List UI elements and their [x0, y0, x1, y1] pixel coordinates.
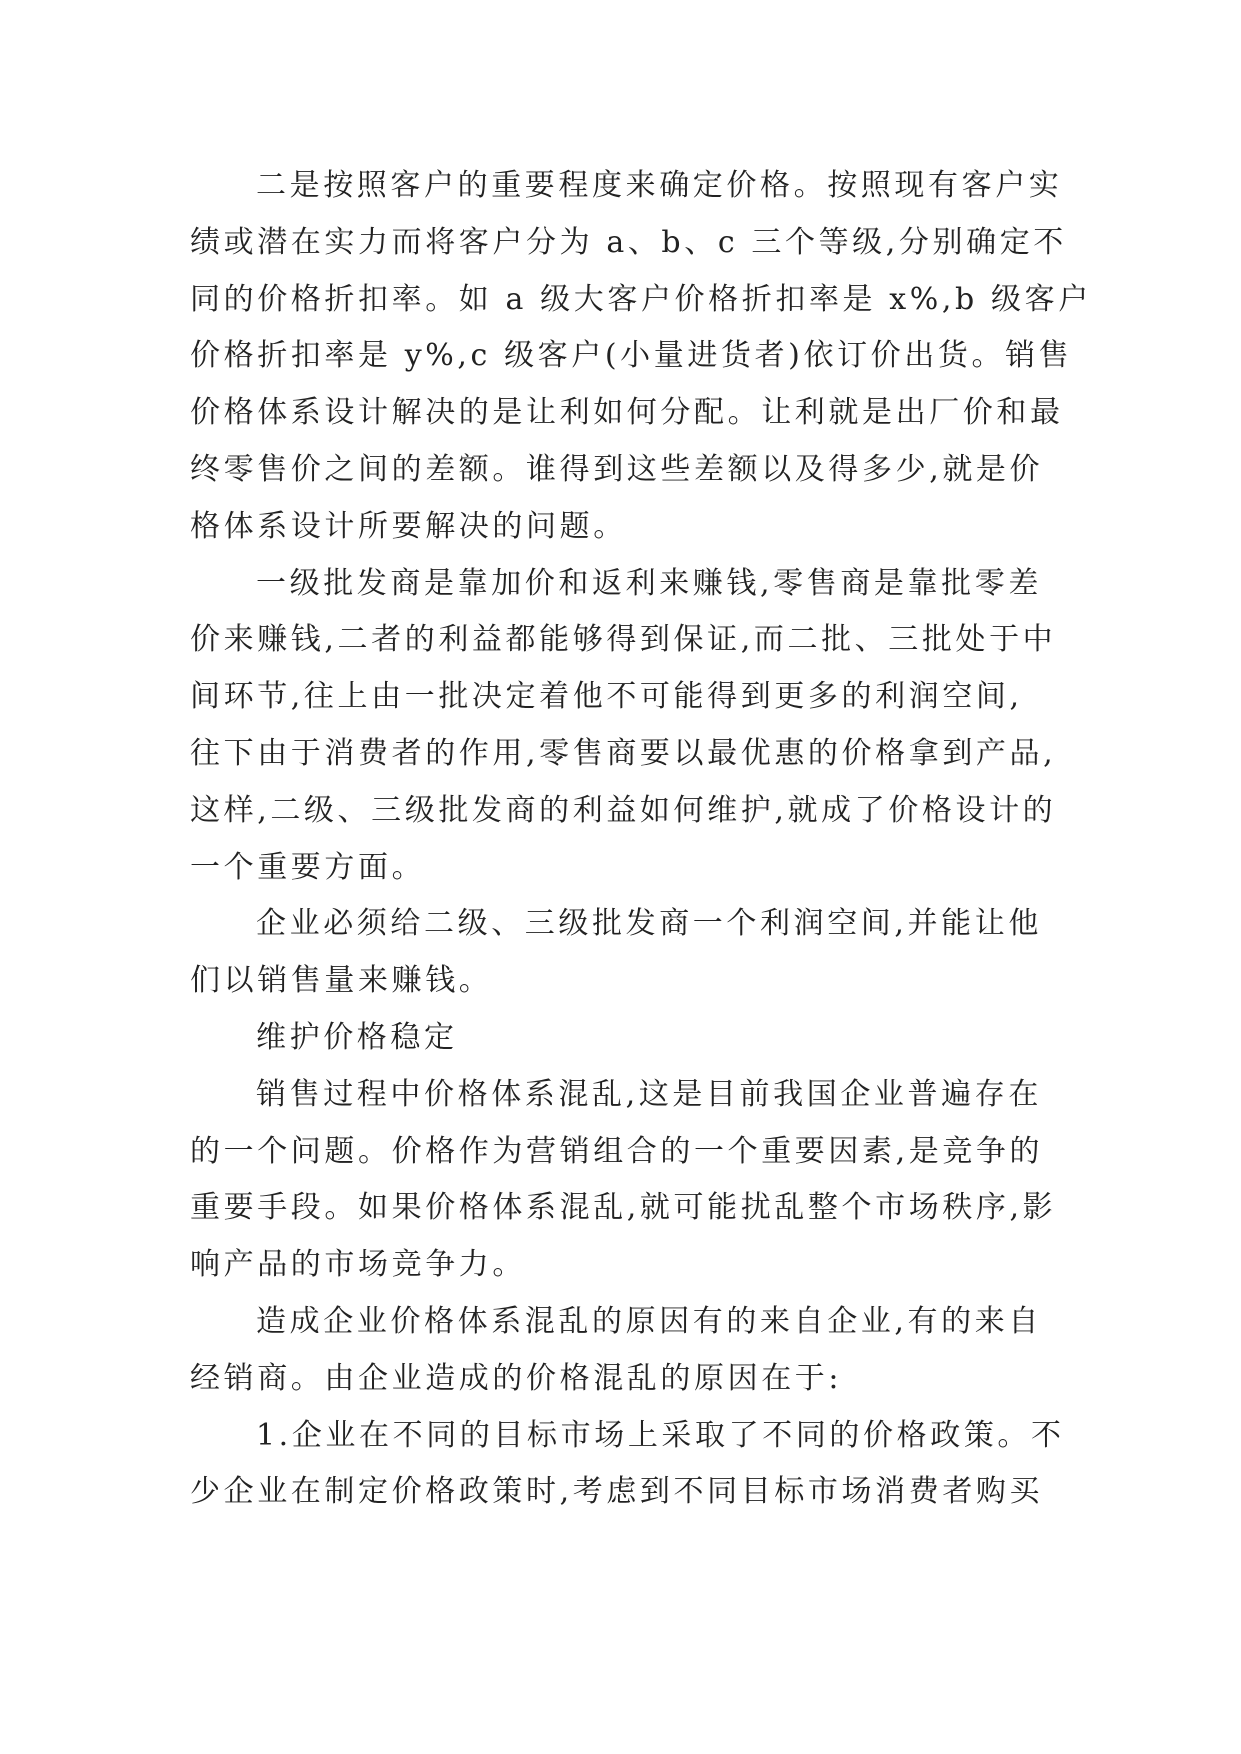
text-line: 销售过程中价格体系混乱,这是目前我国企业普遍存在	[256, 1076, 1042, 1112]
text-line: 往下由于消费者的作用,零售商要以最优惠的价格拿到产品,	[190, 735, 1057, 771]
text-line: 经销商。由企业造成的价格混乱的原因在于:	[190, 1360, 843, 1396]
text-line: 1.企业在不同的目标市场上采取了不同的价格政策。不	[256, 1417, 1065, 1453]
text-line: 格体系设计所要解决的问题。	[190, 508, 627, 544]
text-line: 价格体系设计解决的是让利如何分配。让利就是出厂价和最	[190, 395, 1064, 431]
text-line: 企业必须给二级、三级批发商一个利润空间,并能让他	[256, 906, 1042, 942]
text-line: 价来赚钱,二者的利益都能够得到保证,而二批、三批处于中	[190, 622, 1057, 658]
text-line: 同的价格折扣率。如 a 级大客户价格折扣率是 x%,b 级客户	[190, 281, 1092, 317]
section-heading	[190, 1010, 1070, 1067]
paragraph-1	[190, 158, 1092, 556]
paragraph-3	[190, 896, 1070, 1010]
text-line: 重要手段。如果价格体系混乱,就可能扰乱整个市场秩序,影	[190, 1190, 1057, 1226]
text-line: 绩或潜在实力而将客户分为 a、b、c 三个等级,分别确定不	[190, 224, 1067, 260]
text-line: 这样,二级、三级批发商的利益如何维护,就成了价格设计的	[190, 792, 1057, 828]
text-line: 造成企业价格体系混乱的原因有的来自企业,有的来自	[256, 1303, 1042, 1339]
text-line: 的一个问题。价格作为营销组合的一个重要因素,是竞争的	[190, 1133, 1044, 1169]
paragraph-7	[190, 1408, 1070, 1522]
text-line: 一个重要方面。	[190, 849, 426, 885]
text-line: 间环节,往上由一批决定着他不可能得到更多的利润空间,	[190, 679, 1023, 715]
heading-line: 维护价格稳定	[256, 1019, 458, 1055]
document-body	[190, 158, 1092, 1521]
paragraph-2	[190, 556, 1070, 897]
paragraph-6	[190, 1294, 1070, 1408]
text-line: 一级批发商是靠加价和返利来赚钱,零售商是靠批零差	[256, 565, 1042, 601]
text-line: 响产品的市场竞争力。	[190, 1247, 526, 1283]
text-line: 二是按照客户的重要程度来确定价格。按照现有客户实	[256, 168, 1063, 203]
text-line: 少企业在制定价格政策时,考虑到不同目标市场消费者购买	[190, 1474, 1044, 1510]
text-line: 终零售价之间的差额。谁得到这些差额以及得多少,就是价	[190, 451, 1044, 487]
paragraph-5	[190, 1067, 1070, 1294]
text-line: 价格折扣率是 y%,c 级客户(小量进货者)依订价出货。销售	[190, 338, 1073, 374]
text-line: 们以销售量来赚钱。	[190, 963, 493, 999]
